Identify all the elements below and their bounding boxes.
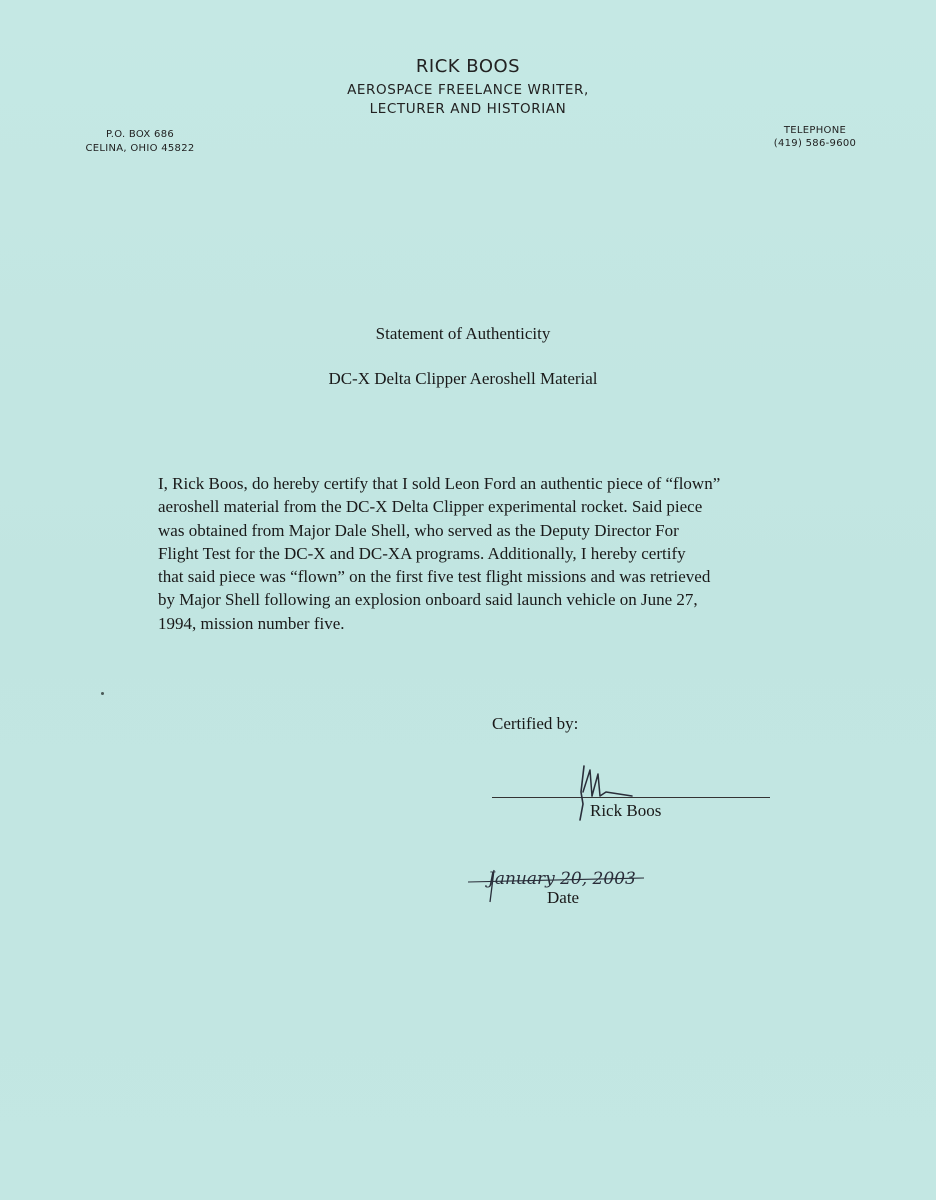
letterhead-phone xyxy=(760,124,870,150)
address-line-1: P.O. BOX 686 xyxy=(105,129,175,140)
body-line: that said piece was “flown” on the first five test flight missions and was retrieved xyxy=(158,567,711,587)
body-line: was obtained from Major Dale Shell, who served as the Deputy Director For xyxy=(158,520,679,540)
phone-number: (419) 586-9600 xyxy=(773,138,857,149)
certification-body xyxy=(158,472,798,635)
phone-label: TELEPHONE xyxy=(783,125,847,136)
body-line: Flight Test for the DC-X and DC-XA programs. Additionally, I hereby certify xyxy=(158,543,686,563)
document-subtitle: DC-X Delta Clipper Aeroshell Material xyxy=(328,369,598,388)
body-line: 1994, mission number five. xyxy=(158,613,345,633)
address-line-2: CELINA, OHIO 45822 xyxy=(85,143,195,154)
letterhead-title-line-1: AEROSPACE FREELANCE WRITER, xyxy=(347,82,589,98)
body-line: by Major Shell following an explosion onboard said launch vehicle on June 27, xyxy=(158,590,698,610)
letterhead-name: RICK BOOS xyxy=(415,56,521,77)
document-title: Statement of Authenticity xyxy=(375,324,551,343)
letterhead-address xyxy=(70,128,210,156)
body-line: I, Rick Boos, do hereby certify that I sold Leon Ford an authentic piece of “flown” xyxy=(158,474,721,493)
body-line: aeroshell material from the DC-X Delta Clipper experimental rocket. Said piece xyxy=(158,497,703,517)
certified-by-label: Certified by: xyxy=(492,714,579,733)
svg-text:January 20, 2003: January 20, 2003 xyxy=(488,869,636,889)
signer-name: Rick Boos xyxy=(590,801,662,820)
paper-speck xyxy=(101,692,104,695)
date-label: Date xyxy=(547,888,580,907)
letterhead-title-line-2: LECTURER AND HISTORIAN xyxy=(369,101,567,117)
